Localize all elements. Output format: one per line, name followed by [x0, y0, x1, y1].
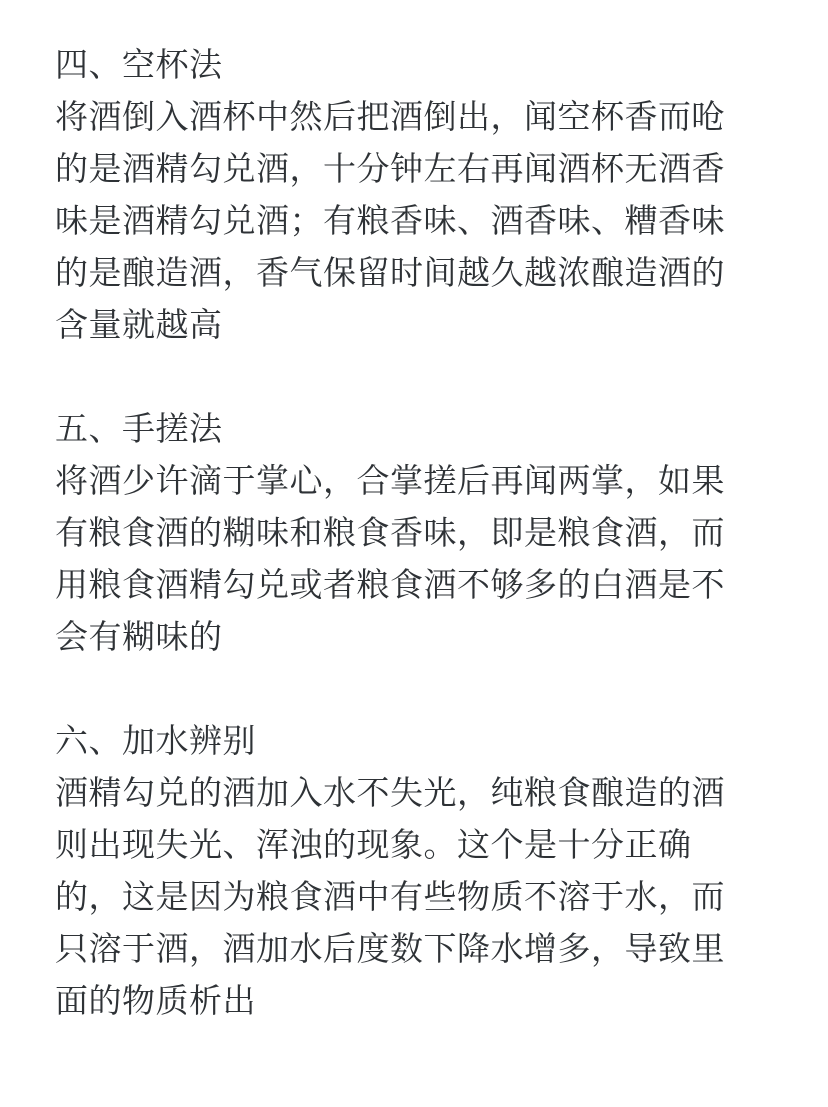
paragraph-line: 的，这是因为粮食酒中有些物质不溶于水，而: [55, 877, 725, 916]
paragraph-line: 酒精勾兑的酒加入水不失光，纯粮食酿造的酒: [55, 773, 725, 812]
paragraph-line: 会有糊味的: [55, 617, 223, 656]
section-heading: 五、手搓法: [55, 409, 223, 448]
paragraph-line: 面的物质析出: [55, 981, 256, 1020]
paragraph-line: 的是酿造酒，香气保留时间越久越浓酿造酒的: [55, 253, 725, 292]
paragraph-line: 的是酒精勾兑酒，十分钟左右再闻酒杯无酒香: [55, 149, 725, 188]
paragraph-line: 则出现失光、浑浊的现象。这个是十分正确: [55, 825, 692, 864]
section: [55, 715, 815, 1027]
paragraph-line: 味是酒精勾兑酒；有粮香味、酒香味、糟香味: [55, 201, 725, 240]
paragraph-line: 有粮食酒的糊味和粮食香味，即是粮食酒，而: [55, 513, 725, 552]
section: [55, 39, 815, 351]
paragraph-line: 含量就越高: [55, 305, 223, 344]
paragraph-line: 用粮食酒精勾兑或者粮食酒不够多的白酒是不: [55, 565, 725, 604]
section: [55, 403, 815, 663]
section-heading: 四、空杯法: [55, 45, 223, 84]
paragraph-line: 只溶于酒，酒加水后度数下降水增多，导致里: [55, 929, 725, 968]
paragraph-line: 将酒少许滴于掌心，合掌搓后再闻两掌，如果: [55, 461, 725, 500]
paragraph-line: 将酒倒入酒杯中然后把酒倒出，闻空杯香而呛: [55, 97, 725, 136]
document-body: [55, 39, 815, 1079]
section-heading: 六、加水辨别: [55, 721, 256, 760]
